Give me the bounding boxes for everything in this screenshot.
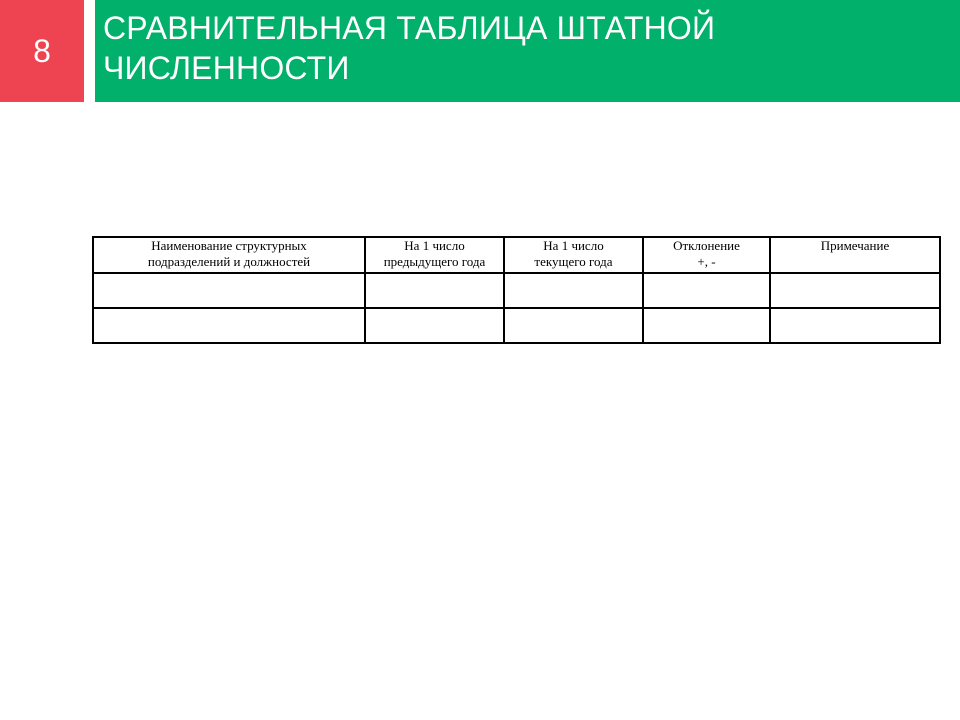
table-cell xyxy=(93,308,365,343)
table-cell xyxy=(504,273,643,308)
staffing-comparison-table xyxy=(92,236,941,344)
header-note: Примечание xyxy=(770,237,940,273)
table-row xyxy=(93,308,940,343)
slide-title: СРАВНИТЕЛЬНАЯ ТАБЛИЦА ШТАТНОЙ ЧИСЛЕННОСТИ xyxy=(103,10,716,86)
header-current-year: На 1 число текущего года xyxy=(504,237,643,273)
table-row xyxy=(93,273,940,308)
table-cell xyxy=(770,273,940,308)
table-cell xyxy=(365,308,504,343)
header-deviation: Отклонение +, - xyxy=(643,237,770,273)
table-cell xyxy=(365,273,504,308)
title-bar xyxy=(95,0,960,102)
slide-number: 8 xyxy=(33,32,51,69)
header-previous-year: На 1 число предыдущего года xyxy=(365,237,504,273)
table-header-row xyxy=(93,237,940,273)
table-cell xyxy=(643,273,770,308)
table-cell xyxy=(770,308,940,343)
header-department-name: Наименование структурных подразделений и должностей xyxy=(93,237,365,273)
table-cell xyxy=(504,308,643,343)
table-cell xyxy=(643,308,770,343)
table-cell xyxy=(93,273,365,308)
slide-number-badge xyxy=(0,0,84,102)
